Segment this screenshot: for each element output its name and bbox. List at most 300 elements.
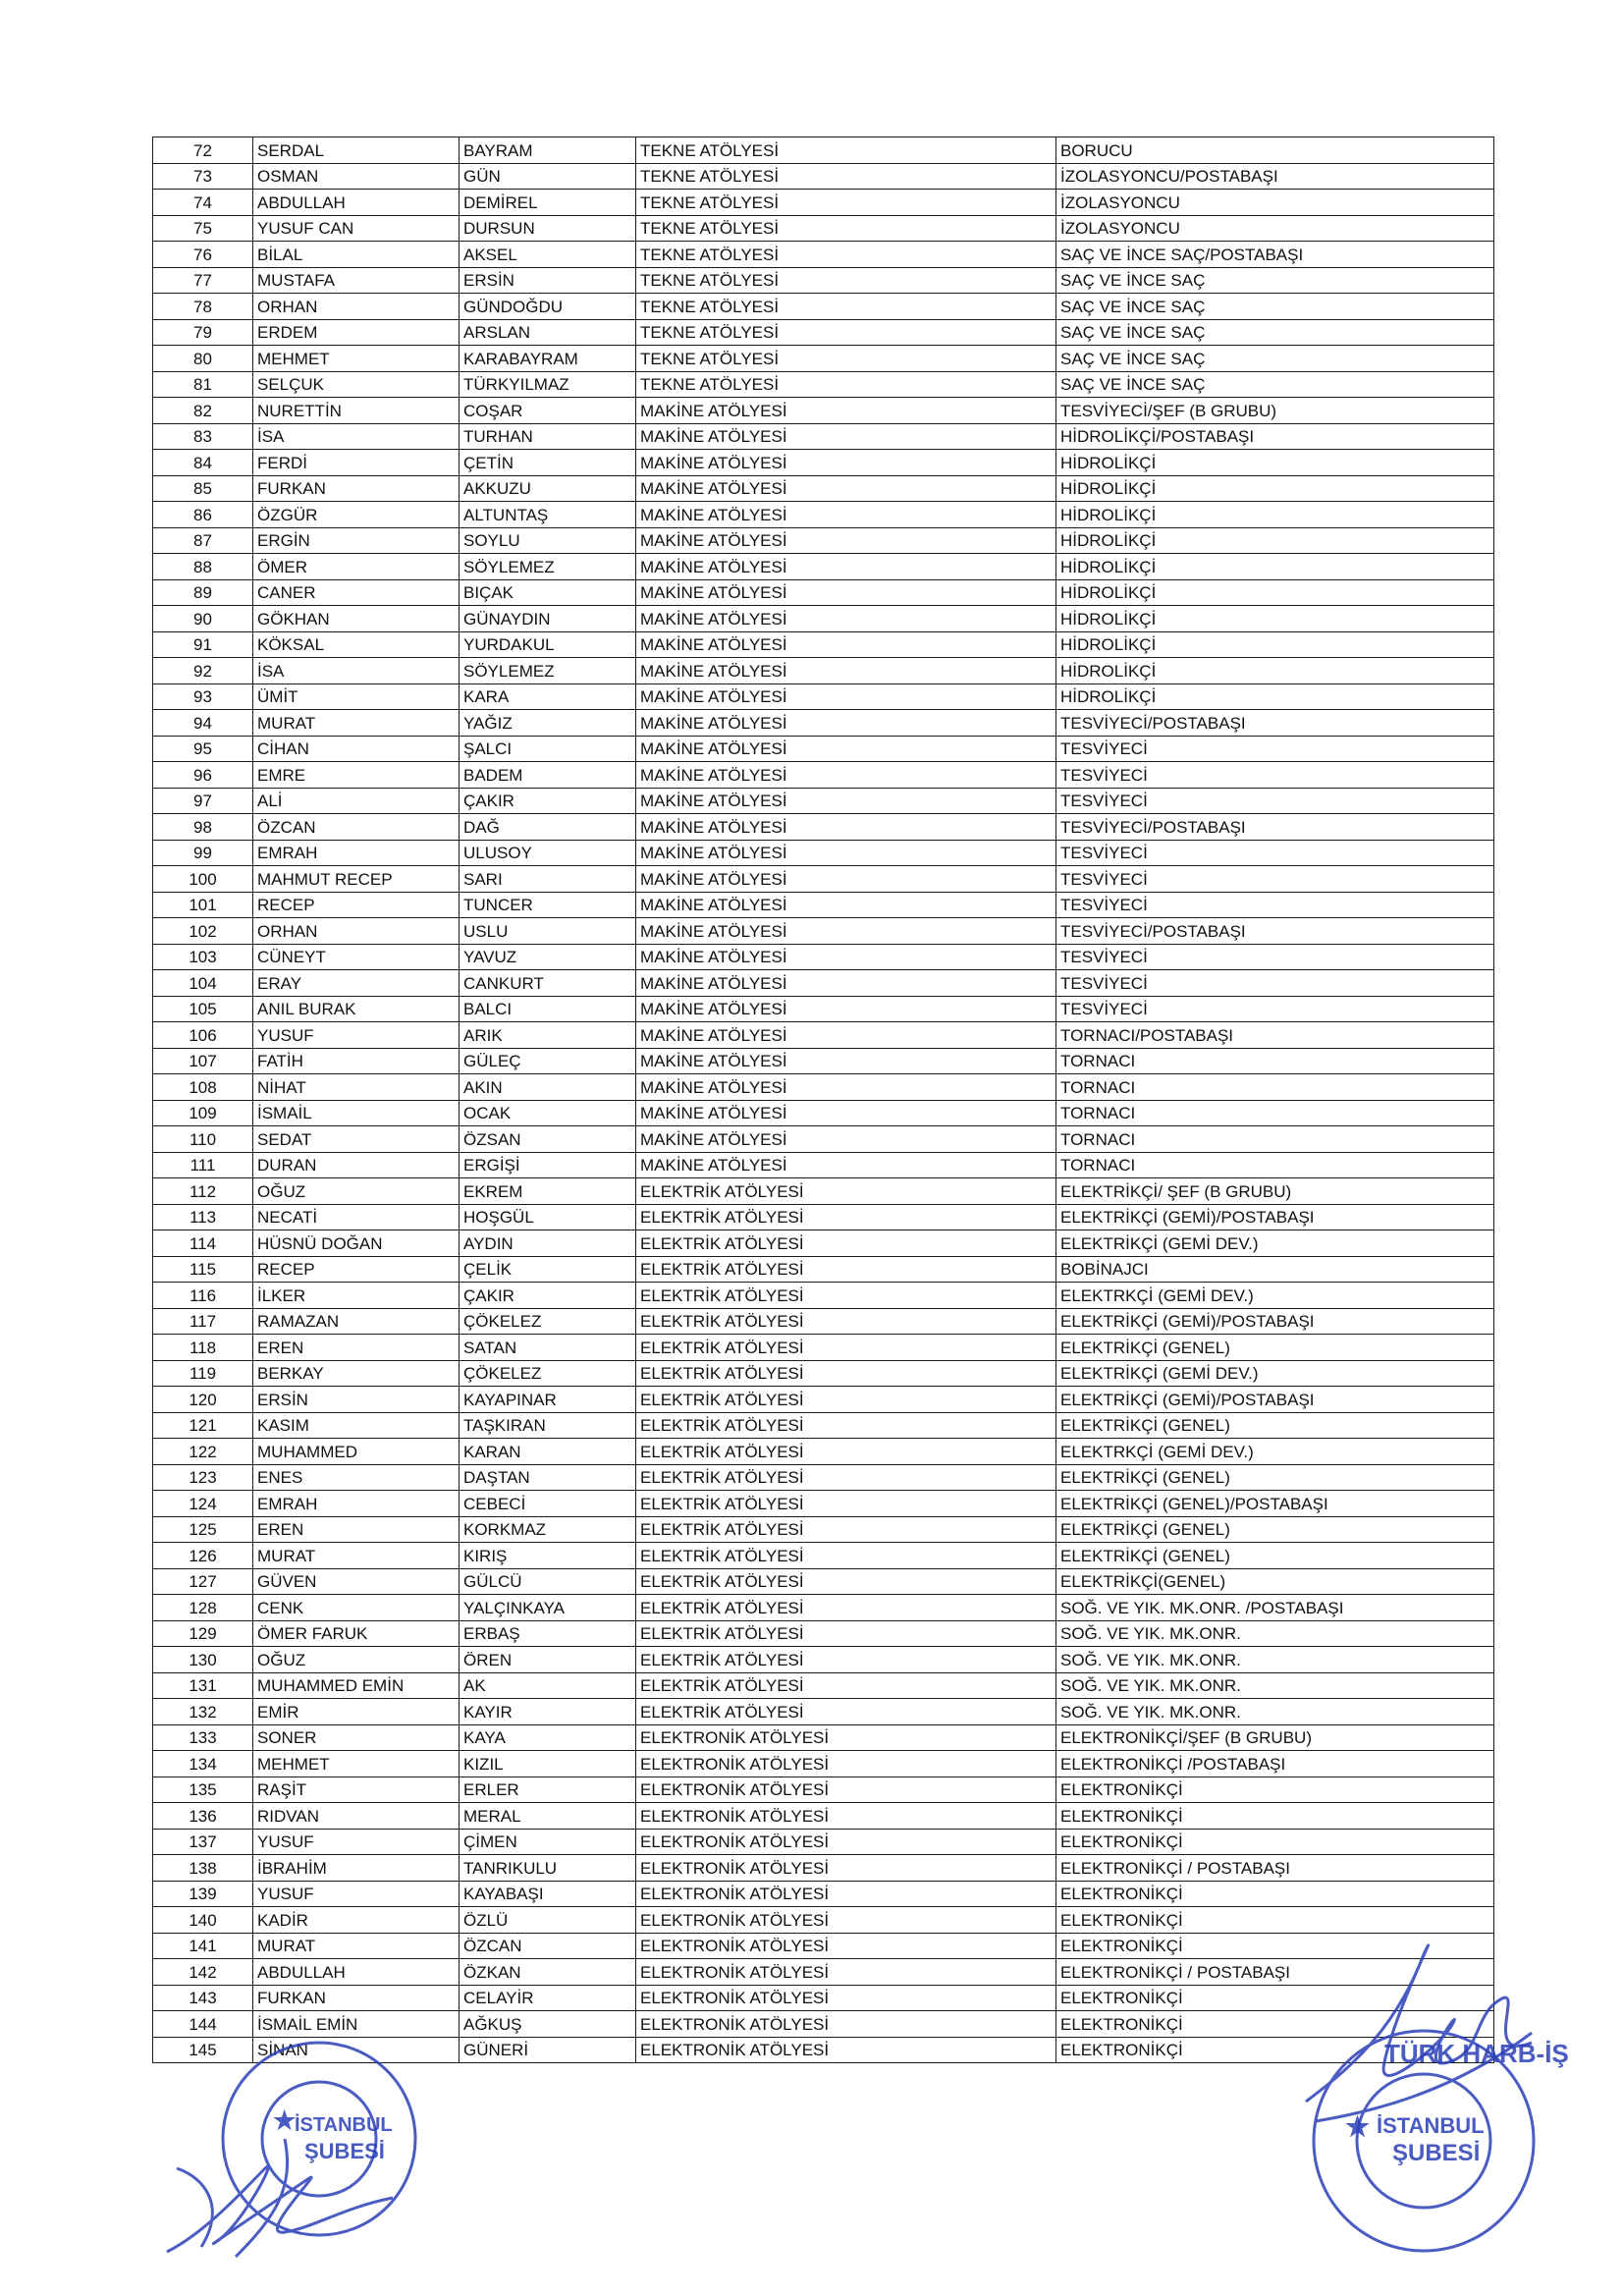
table-row — [153, 892, 1494, 918]
table-row — [153, 1543, 1494, 1569]
job-title-cell: HİDROLİKÇİ — [1056, 683, 1494, 710]
table-row — [153, 398, 1494, 424]
table-row — [153, 918, 1494, 945]
first-name-cell: CÜNEYT — [253, 944, 460, 970]
last-name-cell: ERGİŞİ — [460, 1152, 636, 1178]
table-row — [153, 1568, 1494, 1595]
workshop-cell: MAKİNE ATÖLYESİ — [636, 1022, 1056, 1049]
last-name-cell: ÖZCAN — [460, 1933, 636, 1959]
first-name-cell: MAHMUT RECEP — [253, 866, 460, 893]
last-name-cell: OCAK — [460, 1100, 636, 1126]
row-number-cell: 119 — [153, 1360, 253, 1387]
workshop-cell: MAKİNE ATÖLYESİ — [636, 1100, 1056, 1126]
job-title-cell: HİDROLİKÇİ — [1056, 631, 1494, 658]
row-number-cell: 99 — [153, 840, 253, 866]
row-number-cell: 88 — [153, 554, 253, 580]
first-name-cell: NURETTİN — [253, 398, 460, 424]
job-title-cell: SAÇ VE İNCE SAÇ — [1056, 319, 1494, 346]
row-number-cell: 92 — [153, 658, 253, 684]
workshop-cell: TEKNE ATÖLYESİ — [636, 267, 1056, 294]
first-name-cell: ERDEM — [253, 319, 460, 346]
table-row — [153, 1959, 1494, 1986]
job-title-cell: ELEKTRKÇİ (GEMİ DEV.) — [1056, 1439, 1494, 1465]
row-number-cell: 120 — [153, 1387, 253, 1413]
row-number-cell: 143 — [153, 1985, 253, 2011]
row-number-cell: 100 — [153, 866, 253, 893]
table-row — [153, 1048, 1494, 1074]
right-stamp-city: İSTANBUL — [1377, 2113, 1485, 2138]
first-name-cell: SONER — [253, 1724, 460, 1751]
last-name-cell: TÜRKYILMAZ — [460, 371, 636, 398]
last-name-cell: ERBAŞ — [460, 1620, 636, 1647]
job-title-cell: HİDROLİKÇİ — [1056, 606, 1494, 632]
row-number-cell: 108 — [153, 1074, 253, 1101]
workshop-cell: MAKİNE ATÖLYESİ — [636, 736, 1056, 762]
table-row — [153, 996, 1494, 1022]
last-name-cell: KAYAPINAR — [460, 1387, 636, 1413]
first-name-cell: ABDULLAH — [253, 190, 460, 216]
table-row — [153, 1230, 1494, 1257]
table-row — [153, 267, 1494, 294]
table-row — [153, 1699, 1494, 1725]
table-row — [153, 1855, 1494, 1882]
table-row — [153, 1881, 1494, 1907]
table-row — [153, 1672, 1494, 1699]
last-name-cell: ERLER — [460, 1777, 636, 1803]
last-name-cell: USLU — [460, 918, 636, 945]
table-row — [153, 1256, 1494, 1283]
table-row — [153, 294, 1494, 320]
last-name-cell: AKIN — [460, 1074, 636, 1101]
workshop-cell: MAKİNE ATÖLYESİ — [636, 710, 1056, 737]
last-name-cell: ARSLAN — [460, 319, 636, 346]
row-number-cell: 78 — [153, 294, 253, 320]
first-name-cell: YUSUF CAN — [253, 215, 460, 242]
first-name-cell: FATİH — [253, 1048, 460, 1074]
table-row — [153, 1464, 1494, 1491]
first-name-cell: MEHMET — [253, 346, 460, 372]
first-name-cell: KADİR — [253, 1907, 460, 1934]
job-title-cell: ELEKTRONİKÇİ — [1056, 1881, 1494, 1907]
right-stamp-branch: ŞUBESİ — [1392, 2140, 1481, 2166]
workshop-cell: ELEKTRİK ATÖLYESİ — [636, 1516, 1056, 1543]
row-number-cell: 113 — [153, 1204, 253, 1230]
job-title-cell: SAÇ VE İNCE SAÇ — [1056, 267, 1494, 294]
first-name-cell: DURAN — [253, 1152, 460, 1178]
table-row — [153, 1907, 1494, 1934]
table-row — [153, 1620, 1494, 1647]
job-title-cell: ELEKTRONİKÇİ/ŞEF (B GRUBU) — [1056, 1724, 1494, 1751]
table-row — [153, 423, 1494, 450]
first-name-cell: ORHAN — [253, 294, 460, 320]
table-row — [153, 683, 1494, 710]
job-title-cell: HİDROLİKÇİ/POSTABAŞI — [1056, 423, 1494, 450]
row-number-cell: 117 — [153, 1308, 253, 1335]
row-number-cell: 105 — [153, 996, 253, 1022]
first-name-cell: ÜMİT — [253, 683, 460, 710]
first-name-cell: SEDAT — [253, 1126, 460, 1153]
job-title-cell: TESVİYECİ — [1056, 736, 1494, 762]
last-name-cell: ERSİN — [460, 267, 636, 294]
workshop-cell: ELEKTRİK ATÖLYESİ — [636, 1387, 1056, 1413]
workshop-cell: ELEKTRİK ATÖLYESİ — [636, 1464, 1056, 1491]
workshop-cell: MAKİNE ATÖLYESİ — [636, 840, 1056, 866]
row-number-cell: 74 — [153, 190, 253, 216]
first-name-cell: MEHMET — [253, 1751, 460, 1777]
row-number-cell: 75 — [153, 215, 253, 242]
workshop-cell: ELEKTRONİK ATÖLYESİ — [636, 1803, 1056, 1830]
job-title-cell: BOBİNAJCI — [1056, 1256, 1494, 1283]
row-number-cell: 112 — [153, 1178, 253, 1205]
job-title-cell: TESVİYECİ — [1056, 996, 1494, 1022]
last-name-cell: GÜNDOĞDU — [460, 294, 636, 320]
table-row — [153, 1647, 1494, 1673]
workshop-cell: TEKNE ATÖLYESİ — [636, 371, 1056, 398]
row-number-cell: 126 — [153, 1543, 253, 1569]
table-row — [153, 242, 1494, 268]
row-number-cell: 81 — [153, 371, 253, 398]
table-row — [153, 1204, 1494, 1230]
row-number-cell: 129 — [153, 1620, 253, 1647]
workshop-cell: ELEKTRONİK ATÖLYESİ — [636, 1751, 1056, 1777]
job-title-cell: SAÇ VE İNCE SAÇ — [1056, 371, 1494, 398]
last-name-cell: TANRIKULU — [460, 1855, 636, 1882]
workshop-cell: ELEKTRİK ATÖLYESİ — [636, 1699, 1056, 1725]
job-title-cell: TESVİYECİ — [1056, 788, 1494, 814]
first-name-cell: OĞUZ — [253, 1178, 460, 1205]
job-title-cell: ELEKTRONİKÇİ — [1056, 1829, 1494, 1855]
table-row — [153, 1933, 1494, 1959]
job-title-cell: TESVİYECİ — [1056, 866, 1494, 893]
last-name-cell: TURHAN — [460, 423, 636, 450]
left-stamp-branch: ŞUBESİ — [304, 2139, 385, 2163]
row-number-cell: 95 — [153, 736, 253, 762]
table-row — [153, 1412, 1494, 1439]
last-name-cell: CEBECİ — [460, 1491, 636, 1517]
job-title-cell: ELEKTRİKÇİ (GENEL) — [1056, 1335, 1494, 1361]
table-row — [153, 1724, 1494, 1751]
first-name-cell: FURKAN — [253, 475, 460, 502]
workshop-cell: ELEKTRİK ATÖLYESİ — [636, 1308, 1056, 1335]
last-name-cell: KARABAYRAM — [460, 346, 636, 372]
first-name-cell: RIDVAN — [253, 1803, 460, 1830]
row-number-cell: 121 — [153, 1412, 253, 1439]
row-number-cell: 133 — [153, 1724, 253, 1751]
job-title-cell: SAÇ VE İNCE SAÇ — [1056, 346, 1494, 372]
last-name-cell: ÇİMEN — [460, 1829, 636, 1855]
first-name-cell: ENES — [253, 1464, 460, 1491]
first-name-cell: YUSUF — [253, 1881, 460, 1907]
job-title-cell: ELEKTRONİKÇİ — [1056, 2037, 1494, 2063]
workshop-cell: MAKİNE ATÖLYESİ — [636, 631, 1056, 658]
row-number-cell: 73 — [153, 163, 253, 190]
first-name-cell: OĞUZ — [253, 1647, 460, 1673]
table-row — [153, 450, 1494, 476]
table-row — [153, 2037, 1494, 2063]
job-title-cell: HİDROLİKÇİ — [1056, 527, 1494, 554]
workshop-cell: ELEKTRONİK ATÖLYESİ — [636, 1933, 1056, 1959]
table-row — [153, 762, 1494, 789]
first-name-cell: İSA — [253, 658, 460, 684]
row-number-cell: 134 — [153, 1751, 253, 1777]
row-number-cell: 94 — [153, 710, 253, 737]
first-name-cell: FURKAN — [253, 1985, 460, 2011]
workshop-cell: ELEKTRONİK ATÖLYESİ — [636, 1881, 1056, 1907]
last-name-cell: ŞALCI — [460, 736, 636, 762]
job-title-cell: ELEKTRİKÇİ (GEMİ)/POSTABAŞI — [1056, 1387, 1494, 1413]
table-row — [153, 736, 1494, 762]
first-name-cell: YUSUF — [253, 1022, 460, 1049]
table-row — [153, 1283, 1494, 1309]
workshop-cell: MAKİNE ATÖLYESİ — [636, 1048, 1056, 1074]
last-name-cell: AYDIN — [460, 1230, 636, 1257]
job-title-cell: TESVİYECİ/POSTABAŞI — [1056, 918, 1494, 945]
job-title-cell: HİDROLİKÇİ — [1056, 475, 1494, 502]
first-name-cell: MUHAMMED EMİN — [253, 1672, 460, 1699]
workshop-cell: MAKİNE ATÖLYESİ — [636, 658, 1056, 684]
row-number-cell: 76 — [153, 242, 253, 268]
row-number-cell: 115 — [153, 1256, 253, 1283]
row-number-cell: 132 — [153, 1699, 253, 1725]
row-number-cell: 131 — [153, 1672, 253, 1699]
row-number-cell: 98 — [153, 814, 253, 841]
job-title-cell: ELEKTRİKÇİ (GENEL) — [1056, 1543, 1494, 1569]
table-row — [153, 1829, 1494, 1855]
row-number-cell: 127 — [153, 1568, 253, 1595]
job-title-cell: HİDROLİKÇİ — [1056, 658, 1494, 684]
row-number-cell: 72 — [153, 137, 253, 164]
first-name-cell: MURAT — [253, 1543, 460, 1569]
last-name-cell: AĞKUŞ — [460, 2011, 636, 2038]
job-title-cell: SAÇ VE İNCE SAÇ/POSTABAŞI — [1056, 242, 1494, 268]
last-name-cell: SÖYLEMEZ — [460, 658, 636, 684]
workshop-cell: ELEKTRİK ATÖLYESİ — [636, 1283, 1056, 1309]
table-row — [153, 1516, 1494, 1543]
row-number-cell: 142 — [153, 1959, 253, 1986]
row-number-cell: 86 — [153, 502, 253, 528]
workshop-cell: ELEKTRİK ATÖLYESİ — [636, 1595, 1056, 1621]
row-number-cell: 125 — [153, 1516, 253, 1543]
job-title-cell: TORNACI — [1056, 1048, 1494, 1074]
workshop-cell: MAKİNE ATÖLYESİ — [636, 527, 1056, 554]
table-row — [153, 371, 1494, 398]
last-name-cell: YAĞIZ — [460, 710, 636, 737]
job-title-cell: SOĞ. VE YIK. MK.ONR. /POSTABAŞI — [1056, 1595, 1494, 1621]
last-name-cell: MERAL — [460, 1803, 636, 1830]
first-name-cell: CİHAN — [253, 736, 460, 762]
workshop-cell: MAKİNE ATÖLYESİ — [636, 944, 1056, 970]
table-row — [153, 319, 1494, 346]
row-number-cell: 139 — [153, 1881, 253, 1907]
table-row — [153, 1777, 1494, 1803]
first-name-cell: ERGİN — [253, 527, 460, 554]
row-number-cell: 135 — [153, 1777, 253, 1803]
last-name-cell: YALÇINKAYA — [460, 1595, 636, 1621]
row-number-cell: 145 — [153, 2037, 253, 2063]
last-name-cell: KIRIŞ — [460, 1543, 636, 1569]
job-title-cell: İZOLASYONCU — [1056, 190, 1494, 216]
workshop-cell: MAKİNE ATÖLYESİ — [636, 996, 1056, 1022]
row-number-cell: 107 — [153, 1048, 253, 1074]
table-row — [153, 579, 1494, 606]
workshop-cell: ELEKTRONİK ATÖLYESİ — [636, 1777, 1056, 1803]
first-name-cell: ÖZGÜR — [253, 502, 460, 528]
workshop-cell: MAKİNE ATÖLYESİ — [636, 1152, 1056, 1178]
table-row — [153, 710, 1494, 737]
job-title-cell: ELEKTRONİKÇİ — [1056, 1985, 1494, 2011]
row-number-cell: 123 — [153, 1464, 253, 1491]
last-name-cell: AKSEL — [460, 242, 636, 268]
job-title-cell: ELEKTRİKÇİ (GEMİ DEV.) — [1056, 1230, 1494, 1257]
last-name-cell: KIZIL — [460, 1751, 636, 1777]
first-name-cell: İSMAİL — [253, 1100, 460, 1126]
row-number-cell: 90 — [153, 606, 253, 632]
first-name-cell: ÖMER FARUK — [253, 1620, 460, 1647]
last-name-cell: EKREM — [460, 1178, 636, 1205]
row-number-cell: 140 — [153, 1907, 253, 1934]
first-name-cell: GÜVEN — [253, 1568, 460, 1595]
job-title-cell: SOĞ. VE YIK. MK.ONR. — [1056, 1672, 1494, 1699]
workshop-cell: ELEKTRİK ATÖLYESİ — [636, 1568, 1056, 1595]
first-name-cell: EREN — [253, 1516, 460, 1543]
first-name-cell: SERDAL — [253, 137, 460, 164]
table-row — [153, 631, 1494, 658]
first-name-cell: MURAT — [253, 710, 460, 737]
last-name-cell: TAŞKIRAN — [460, 1412, 636, 1439]
workshop-cell: ELEKTRİK ATÖLYESİ — [636, 1491, 1056, 1517]
job-title-cell: SOĞ. VE YIK. MK.ONR. — [1056, 1620, 1494, 1647]
table-row — [153, 1491, 1494, 1517]
workshop-cell: TEKNE ATÖLYESİ — [636, 294, 1056, 320]
workshop-cell: MAKİNE ATÖLYESİ — [636, 970, 1056, 997]
table-row — [153, 1178, 1494, 1205]
first-name-cell: ÖMER — [253, 554, 460, 580]
job-title-cell: ELEKTRONİKÇİ / POSTABAŞI — [1056, 1959, 1494, 1986]
job-title-cell: TORNACI — [1056, 1074, 1494, 1101]
row-number-cell: 109 — [153, 1100, 253, 1126]
first-name-cell: EMİR — [253, 1699, 460, 1725]
workshop-cell: ELEKTRONİK ATÖLYESİ — [636, 1855, 1056, 1882]
row-number-cell: 136 — [153, 1803, 253, 1830]
row-number-cell: 130 — [153, 1647, 253, 1673]
workshop-cell: MAKİNE ATÖLYESİ — [636, 866, 1056, 893]
first-name-cell: YUSUF — [253, 1829, 460, 1855]
table-row — [153, 1335, 1494, 1361]
job-title-cell: TORNACI — [1056, 1100, 1494, 1126]
row-number-cell: 144 — [153, 2011, 253, 2038]
job-title-cell: SOĞ. VE YIK. MK.ONR. — [1056, 1647, 1494, 1673]
job-title-cell: BORUCU — [1056, 137, 1494, 164]
last-name-cell: BAYRAM — [460, 137, 636, 164]
last-name-cell: DEMİREL — [460, 190, 636, 216]
workshop-cell: ELEKTRİK ATÖLYESİ — [636, 1412, 1056, 1439]
job-title-cell: ELEKTRİKÇİ (GEMİ DEV.) — [1056, 1360, 1494, 1387]
workshop-cell: ELEKTRİK ATÖLYESİ — [636, 1672, 1056, 1699]
row-number-cell: 82 — [153, 398, 253, 424]
table-row — [153, 502, 1494, 528]
workshop-cell: MAKİNE ATÖLYESİ — [636, 423, 1056, 450]
job-title-cell: ELEKTRONİKÇİ — [1056, 1803, 1494, 1830]
workshop-cell: MAKİNE ATÖLYESİ — [636, 814, 1056, 841]
row-number-cell: 83 — [153, 423, 253, 450]
job-title-cell: TORNACI — [1056, 1152, 1494, 1178]
first-name-cell: ERAY — [253, 970, 460, 997]
first-name-cell: BERKAY — [253, 1360, 460, 1387]
row-number-cell: 93 — [153, 683, 253, 710]
job-title-cell: TESVİYECİ/POSTABAŞI — [1056, 710, 1494, 737]
last-name-cell: DAŞTAN — [460, 1464, 636, 1491]
first-name-cell: MURAT — [253, 1933, 460, 1959]
personnel-list — [152, 137, 1494, 2063]
workshop-cell: ELEKTRİK ATÖLYESİ — [636, 1230, 1056, 1257]
workshop-cell: ELEKTRİK ATÖLYESİ — [636, 1335, 1056, 1361]
table-row — [153, 1387, 1494, 1413]
svg-text:★: ★ — [1345, 2111, 1371, 2142]
job-title-cell: HİDROLİKÇİ — [1056, 579, 1494, 606]
row-number-cell: 137 — [153, 1829, 253, 1855]
job-title-cell: ELEKTRKÇİ (GEMİ DEV.) — [1056, 1283, 1494, 1309]
row-number-cell: 114 — [153, 1230, 253, 1257]
workshop-cell: MAKİNE ATÖLYESİ — [636, 1126, 1056, 1153]
last-name-cell: GÜNERİ — [460, 2037, 636, 2063]
table-row — [153, 1803, 1494, 1830]
table-row — [153, 788, 1494, 814]
row-number-cell: 91 — [153, 631, 253, 658]
first-name-cell: İSA — [253, 423, 460, 450]
table-row — [153, 1152, 1494, 1178]
last-name-cell: SATAN — [460, 1335, 636, 1361]
last-name-cell: SOYLU — [460, 527, 636, 554]
job-title-cell: HİDROLİKÇİ — [1056, 450, 1494, 476]
table-row — [153, 606, 1494, 632]
last-name-cell: SÖYLEMEZ — [460, 554, 636, 580]
job-title-cell: TESVİYECİ — [1056, 762, 1494, 789]
last-name-cell: GÜLEÇ — [460, 1048, 636, 1074]
first-name-cell: RAMAZAN — [253, 1308, 460, 1335]
first-name-cell: ÖZCAN — [253, 814, 460, 841]
row-number-cell: 104 — [153, 970, 253, 997]
table-row — [153, 866, 1494, 893]
row-number-cell: 102 — [153, 918, 253, 945]
workshop-cell: MAKİNE ATÖLYESİ — [636, 579, 1056, 606]
row-number-cell: 96 — [153, 762, 253, 789]
last-name-cell: YAVUZ — [460, 944, 636, 970]
row-number-cell: 122 — [153, 1439, 253, 1465]
row-number-cell: 141 — [153, 1933, 253, 1959]
first-name-cell: ERSİN — [253, 1387, 460, 1413]
table-row — [153, 215, 1494, 242]
workshop-cell: ELEKTRİK ATÖLYESİ — [636, 1543, 1056, 1569]
table-row — [153, 475, 1494, 502]
job-title-cell: TORNACI/POSTABAŞI — [1056, 1022, 1494, 1049]
job-title-cell: ELEKTRİKÇİ/ ŞEF (B GRUBU) — [1056, 1178, 1494, 1205]
table-row — [153, 1022, 1494, 1049]
first-name-cell: NİHAT — [253, 1074, 460, 1101]
workshop-cell: TEKNE ATÖLYESİ — [636, 137, 1056, 164]
last-name-cell: ÇELİK — [460, 1256, 636, 1283]
last-name-cell: GÜLCÜ — [460, 1568, 636, 1595]
row-number-cell: 80 — [153, 346, 253, 372]
last-name-cell: ÇAKIR — [460, 788, 636, 814]
workshop-cell: MAKİNE ATÖLYESİ — [636, 554, 1056, 580]
job-title-cell: ELEKTRİKÇİ (GENEL) — [1056, 1516, 1494, 1543]
last-name-cell: KAYA — [460, 1724, 636, 1751]
last-name-cell: BALCI — [460, 996, 636, 1022]
last-name-cell: GÜNAYDIN — [460, 606, 636, 632]
workshop-cell: ELEKTRİK ATÖLYESİ — [636, 1360, 1056, 1387]
workshop-cell: TEKNE ATÖLYESİ — [636, 163, 1056, 190]
row-number-cell: 103 — [153, 944, 253, 970]
